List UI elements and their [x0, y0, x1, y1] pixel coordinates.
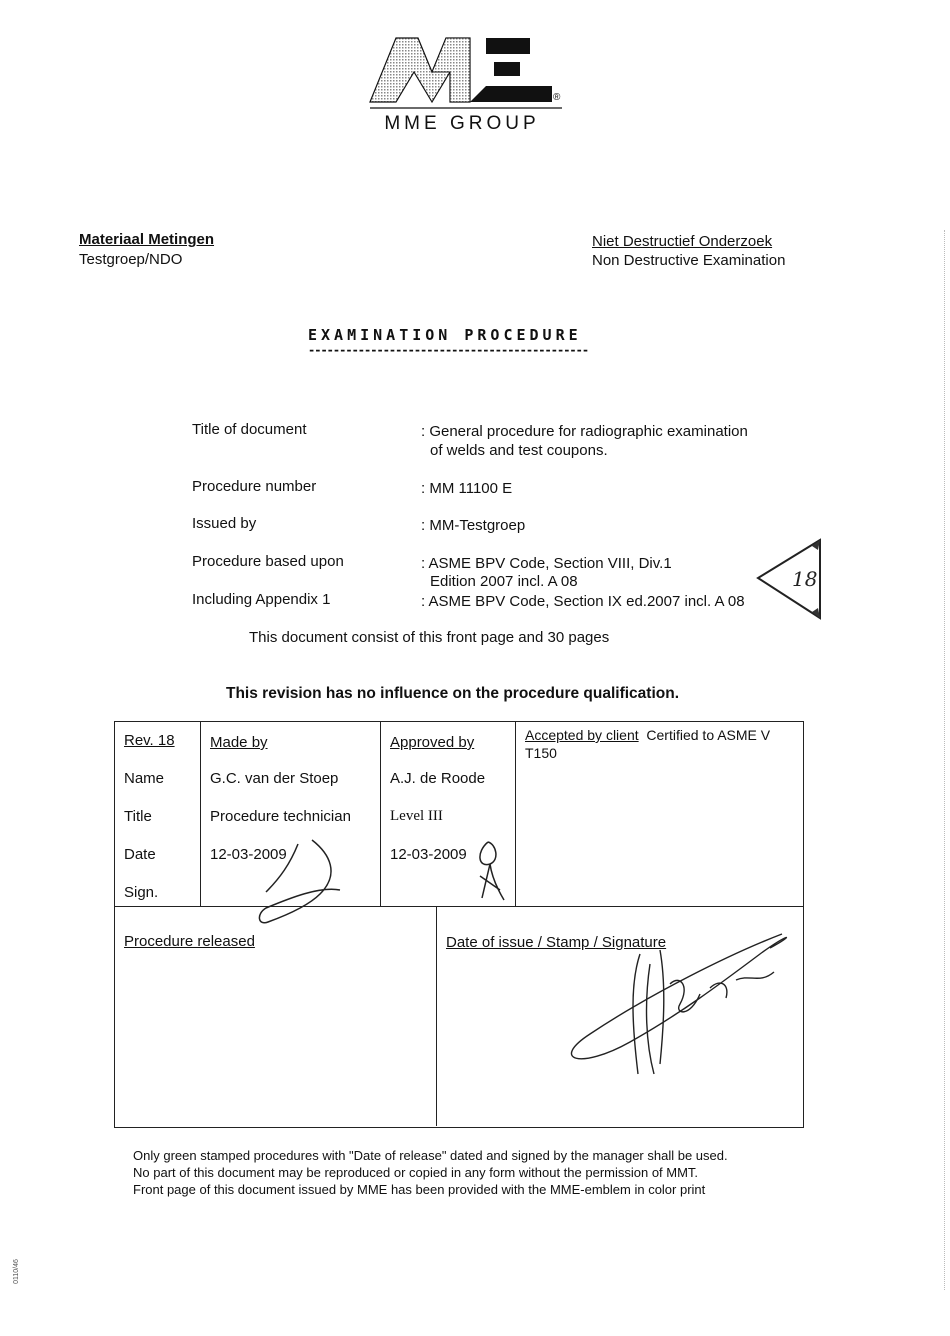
accepted-note-2: T150 [525, 745, 557, 761]
field-value-procedure-number: : MM 11100 E [421, 480, 513, 497]
accepted-header: Accepted by client [525, 727, 639, 743]
col-divider [200, 721, 201, 906]
field-value-title-cont: of welds and test coupons. [430, 442, 608, 459]
footer-line: No part of this document may be reproduced or copied in any form without the permission of MMT. [133, 1165, 699, 1180]
field-value-title: : General procedure for radiographic examination [421, 423, 748, 440]
footer-line: Front page of this document issued by MME has been provided with the MME-emblem in color print [133, 1182, 706, 1197]
row-label-title: Title [124, 808, 152, 825]
field-label-based-upon: Procedure based upon [192, 553, 344, 570]
approved-by-signature [470, 838, 510, 904]
approved-by-name: A.J. de Roode [390, 770, 486, 787]
accepted-note: Certified to ASME V [646, 727, 771, 743]
field-label-procedure-number: Procedure number [192, 478, 317, 495]
field-label-title: Title of document [192, 421, 307, 438]
revision-stamp [752, 536, 824, 622]
logo-text: MME GROUP [384, 113, 540, 134]
col-divider [436, 906, 437, 1126]
footer-notes [133, 1147, 728, 1198]
company-sub: Testgroep/NDO [79, 251, 183, 268]
scan-edge-line [944, 230, 945, 1290]
accepted-cell [525, 726, 795, 762]
row-label-name: Name [124, 770, 165, 787]
company-name: Materiaal Metingen [79, 231, 215, 248]
approved-by-date: 12-03-2009 [390, 846, 467, 863]
field-label-appendix: Including Appendix 1 [192, 591, 331, 608]
stamp-number: 18 [792, 567, 818, 591]
col-divider [515, 721, 516, 906]
col-divider [380, 721, 381, 906]
approved-by-header: Approved by [390, 734, 475, 751]
made-by-date: 12-03-2009 [210, 846, 287, 863]
field-value-issued-by: : MM-Testgroep [421, 517, 526, 534]
field-label-issued-by: Issued by [192, 515, 257, 532]
field-value-based-upon-cont: Edition 2007 incl. A 08 [430, 573, 578, 590]
made-by-header: Made by [210, 734, 268, 751]
department-name: Niet Destructief Onderzoek [592, 233, 773, 250]
made-by-title: Procedure technician [210, 808, 351, 825]
rev-label: Rev. 18 [124, 732, 175, 749]
issue-signature [560, 924, 800, 1094]
registered-mark: ® [553, 92, 561, 103]
page-count-note: This document consist of this front page and 30 pages [249, 629, 610, 646]
approved-by-title: Level III [390, 808, 443, 824]
made-by-name: G.C. van der Stoep [210, 770, 339, 787]
field-value-appendix: : ASME BPV Code, Section IX ed.2007 incl. A 08 [421, 593, 745, 610]
department-sub: Non Destructive Examination [592, 252, 786, 269]
side-mark: 0110/46 [12, 1259, 20, 1284]
footer-line: Only green stamped procedures with "Date of release" dated and signed by the manager shall be used. [133, 1148, 728, 1163]
procedure-heading: EXAMINATION PROCEDURE [308, 326, 582, 344]
revision-note: This revision has no influence on the procedure qualification. [226, 685, 680, 702]
issue-label: Date of issue / Stamp / Signature [446, 934, 667, 951]
made-by-signature [250, 834, 360, 934]
row-divider [114, 906, 803, 907]
field-value-based-upon: : ASME BPV Code, Section VIII, Div.1 [421, 555, 672, 572]
procedure-released-label: Procedure released [124, 933, 255, 950]
row-label-date: Date [124, 846, 156, 863]
row-label-sign: Sign. [124, 884, 159, 901]
procedure-heading-rule: --------------------------------------------- [308, 343, 589, 357]
